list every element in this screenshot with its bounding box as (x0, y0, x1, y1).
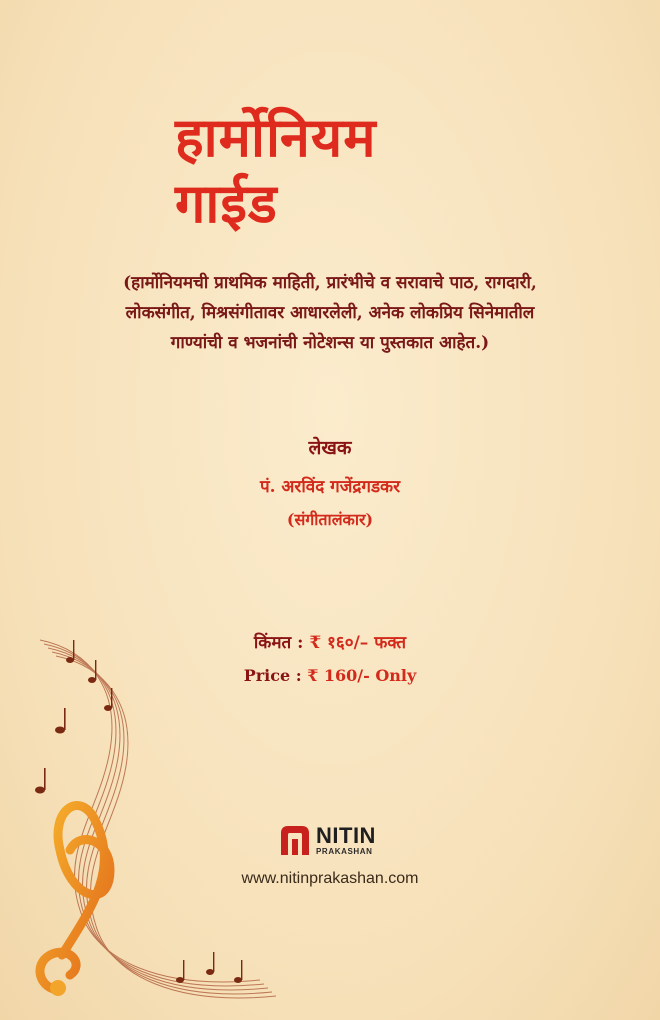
book-title (175, 104, 377, 236)
price-marathi-value: ₹ १६०/– फक्त (309, 633, 407, 653)
publisher-logo-icon (278, 823, 312, 857)
book-title-line-2: गाईड (175, 171, 278, 235)
publisher-sub: PRAKASHAN (316, 846, 373, 856)
description-line-1: (हार्मोनियमची प्राथमिक माहिती, प्रारंभीचे व सरावाचे पाठ, रागदारी, (123, 273, 537, 293)
author-title: (संगीतालंकार) (286, 510, 374, 529)
price-english (0, 666, 660, 685)
author-label: लेखक (308, 437, 352, 459)
book-description (60, 268, 600, 358)
price-english-label: Price : (243, 666, 308, 685)
author-name: पं. अरविंद गजेंद्रगडकर (259, 477, 401, 497)
publisher-logo (278, 820, 398, 860)
price-marathi (0, 630, 660, 653)
publisher-website: www.nitinprakashan.com (241, 870, 419, 887)
book-title-line-1: हार्मोनियम (175, 105, 377, 169)
price-marathi-label: किंमत : (253, 633, 310, 653)
description-line-3: गाण्यांची व भजनांची नोटेशन्स या पुस्तकात आहेत.) (170, 333, 490, 353)
publisher-name: NITIN (316, 822, 376, 848)
description-line-2: लोकसंगीत, मिश्रसंगीतावर आधारलेली, अनेक लोकप्रिय सिनेमातील (125, 303, 535, 323)
price-english-value: ₹ 160/- Only (307, 666, 417, 685)
